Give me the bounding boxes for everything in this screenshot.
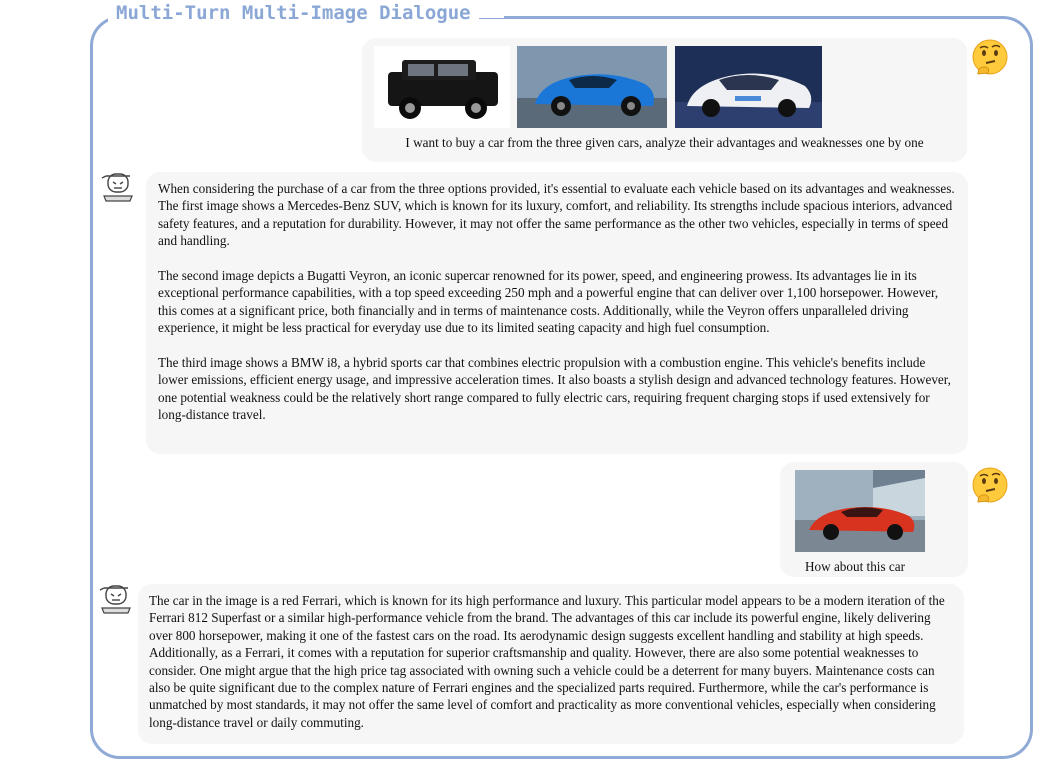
robot-icon bbox=[100, 168, 136, 204]
dialogue-title: Multi-Turn Multi-Image Dialogue bbox=[108, 2, 479, 24]
assistant-message-1 bbox=[146, 172, 968, 454]
user-message-1 bbox=[362, 38, 967, 162]
car-image-ferrari bbox=[795, 470, 925, 552]
assistant-paragraph: The third image shows a BMW i8, a hybrid sports car that combines electric propulsion with a combustion engine. This vehicle's benefits include lower emissions, efficient energy usage, and impressive acceleration times. It also boasts a stylish design and advanced technology features. However, one potential weakness could be the relatively short range compared to fully electric cars, requiring frequent charging stops if used extensively for long-distance travel. bbox=[158, 355, 951, 423]
thinking-face-icon bbox=[970, 466, 1010, 506]
robot-icon bbox=[98, 580, 134, 616]
user-message-2-text: How about this car bbox=[805, 559, 905, 574]
thinking-face-icon bbox=[970, 38, 1010, 78]
car-image-bmw-i8 bbox=[675, 46, 822, 128]
assistant-paragraph: When considering the purchase of a car from the three options provided, it's essential to evaluate each vehicle based on its advantages and weaknesses. The first image shows a Mercedes-Benz SUV, which is known for its luxury, comfort, and reliability. Its strengths include spacious interiors, advanced safety features, and a reputation for durability. However, it may not offer the same performance as the other two vehicles, especially in terms of speed and handling. bbox=[158, 181, 955, 249]
car-image-mercedes-suv bbox=[374, 46, 510, 128]
assistant-paragraph: The second image depicts a Bugatti Veyron, an iconic supercar renowned for its power, speed, and engineering prowess. Its advantages lie in its exceptional performance capabilities, with a top speed exceeding 250 mph and a powerful engine that can deliver over 1,100 horsepower. However, this comes at a significant price, both financially and in terms of maintenance costs. Additionally, while the Veyron offers unparalleled driving experience, it might be less practical for everyday use due to its limited seating capacity and high fuel consumption. bbox=[158, 268, 939, 336]
user-message-1-text: I want to buy a car from the three given cars, analyze their advantages and weaknesses one by one bbox=[405, 135, 924, 150]
assistant-message-2 bbox=[138, 584, 964, 744]
user-message-2 bbox=[780, 462, 968, 577]
car-image-bugatti bbox=[517, 46, 667, 128]
assistant-paragraph: The car in the image is a red Ferrari, which is known for its high performance and luxury. This particular model appears to be a modern iteration of the Ferrari 812 Superfast or a similar high-performance vehicle from the brand. The advantages of this car include its powerful engine, likely delivering over 800 horsepower, making it one of the fastest cars on the road. Its aerodynamic design suggests excellent handling and stability at high speeds. Additionally, as a Ferrari, it comes with a reputation for superior craftsmanship and quality. However, there are also some potential weaknesses to consider. One might argue that the high price tag associated with owning such a vehicle could be a deterrent for many buyers. Maintenance costs can also be quite significant due to the complex nature of Ferrari engines and the specialized parts required. Furthermore, while the car's performance is unmatched by most standards, it may not offer the same level of comfort and practicality as more conventional vehicles, especially when considering long-distance travel or daily commuting. bbox=[149, 593, 945, 730]
